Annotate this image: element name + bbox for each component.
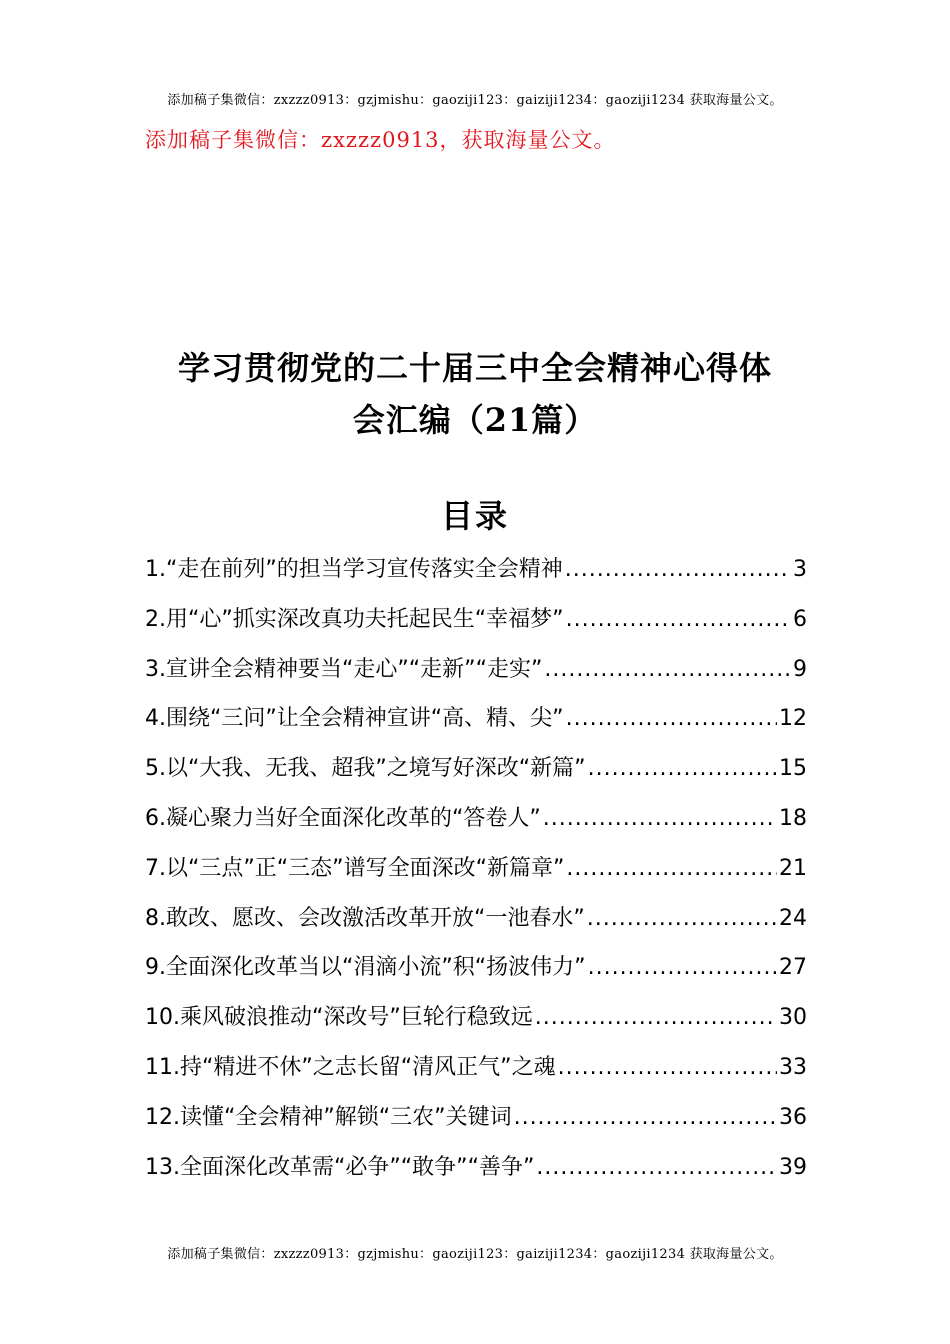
toc-entry[interactable]	[145, 602, 807, 652]
toc-leader-dots	[514, 1105, 777, 1130]
toc-leader-dots	[565, 557, 791, 582]
toc-entry[interactable]	[145, 1100, 807, 1150]
toc-entry-page: 6	[793, 606, 807, 632]
toc-entry[interactable]	[145, 1000, 807, 1050]
toc-entry[interactable]	[145, 801, 807, 851]
toc-entry[interactable]	[145, 901, 807, 951]
toc-entry-title: 9.全面深化改革当以“涓滴小流”积“扬波伟力”	[145, 955, 586, 981]
header-note: 添加稿子集微信：zxzzz0913：gzjmishu：gaoziji123：gaiziji1234：gaoziji1234 获取海量公文。	[167, 93, 783, 108]
toc-leader-dots	[588, 955, 777, 980]
toc-leader-dots	[558, 1055, 777, 1080]
toc-leader-dots	[566, 706, 777, 731]
toc-heading: 目录	[440, 497, 509, 535]
toc-leader-dots	[587, 906, 777, 931]
toc-entry-page: 18	[779, 805, 807, 831]
toc-entry[interactable]	[145, 1050, 807, 1100]
toc-entry-title: 12.读懂“全会精神”解锁“三农”关键词	[145, 1104, 512, 1130]
toc-entry-page: 12	[779, 706, 807, 732]
toc-entry-title: 4.围绕“三问”让全会精神宣讲“高、精、尖”	[145, 706, 564, 732]
toc-entry-title: 2.用“心”抓实深改真功夫托起民生“幸福梦”	[145, 606, 564, 632]
toc-entry-title: 13.全面深化改革需“必争”“敢争”“善争”	[145, 1154, 535, 1180]
toc-entry-page: 36	[779, 1104, 807, 1130]
toc-entry-page: 27	[779, 955, 807, 981]
toc-entry-title: 6.凝心聚力当好全面深化改革的“答卷人”	[145, 805, 541, 831]
toc-leader-dots	[544, 657, 791, 682]
toc-leader-dots	[543, 806, 777, 831]
toc-entry-page: 15	[779, 756, 807, 782]
toc-entry-title: 7.以“三点”正“三态”谱写全面深改“新篇章”	[145, 855, 565, 881]
toc-entry-page: 21	[779, 855, 807, 881]
toc-entry[interactable]	[145, 701, 807, 751]
table-of-contents	[145, 552, 807, 1199]
toc-entry-title: 11.持“精进不休”之志长留“清风正气”之魂	[145, 1054, 556, 1080]
toc-leader-dots	[588, 756, 777, 781]
toc-leader-dots	[566, 856, 777, 881]
footer-note: 添加稿子集微信：zxzzz0913：gzjmishu：gaoziji123：gaiziji1234：gaoziji1234 获取海量公文。	[167, 1247, 783, 1262]
toc-entry[interactable]	[145, 950, 807, 1000]
toc-entry[interactable]	[145, 751, 807, 801]
toc-entry[interactable]	[145, 652, 807, 702]
toc-entry-page: 39	[779, 1154, 807, 1180]
toc-entry-page: 9	[793, 656, 807, 682]
title-line-1: 学习贯彻党的二十届三中全会精神心得体	[177, 349, 772, 387]
toc-entry-title: 3.宣讲全会精神要当“走心”“走新”“走实”	[145, 656, 543, 682]
toc-entry[interactable]	[145, 552, 807, 602]
toc-entry[interactable]	[145, 851, 807, 901]
toc-entry-page: 33	[779, 1054, 807, 1080]
toc-entry-title: 10.乘风破浪推动“深改号”巨轮行稳致远	[145, 1005, 533, 1031]
toc-entry[interactable]	[145, 1150, 807, 1200]
toc-leader-dots	[536, 1155, 777, 1180]
red-promo-note: 添加稿子集微信：zxzzz0913，获取海量公文。	[145, 128, 616, 152]
toc-leader-dots	[535, 1005, 777, 1030]
toc-entry-title: 5.以“大我、无我、超我”之境写好深改“新篇”	[145, 756, 586, 782]
toc-entry-page: 30	[779, 1005, 807, 1031]
toc-entry-title: 8.敢改、愿改、会改激活改革开放“一池春水”	[145, 905, 585, 931]
toc-entry-title: 1.“走在前列”的担当学习宣传落实全会精神	[145, 557, 563, 582]
toc-leader-dots	[566, 607, 791, 632]
toc-entry-page: 24	[779, 905, 807, 931]
toc-entry-page: 3	[793, 557, 807, 582]
title-line-2: 会汇编（21篇）	[352, 401, 598, 439]
document-title	[0, 342, 950, 446]
